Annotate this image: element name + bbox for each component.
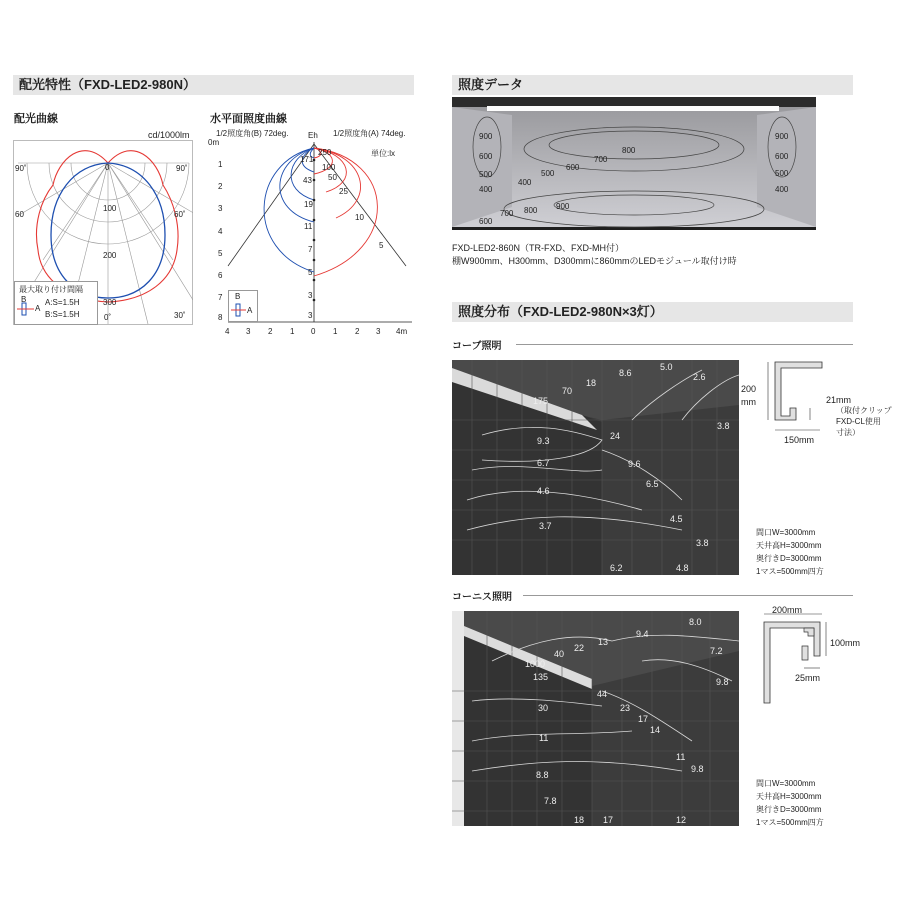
- cornice-title: コーニス照明: [452, 592, 512, 603]
- horiz-unit: 単位:lx: [371, 149, 395, 158]
- horiz-x-1l: 1: [290, 327, 295, 336]
- polar-title: 配光曲線: [14, 113, 58, 125]
- horiz-value: 10: [355, 213, 364, 222]
- polar-center-0: 0: [105, 163, 110, 172]
- cornice-label: 9.4: [636, 629, 649, 639]
- horiz-value: 3: [308, 291, 313, 300]
- polar-angle-90-left: 90˚: [15, 164, 27, 173]
- horiz-value: 25: [339, 187, 348, 196]
- cornice-render: [452, 611, 739, 826]
- cornice-label: 11: [676, 752, 686, 762]
- polar-legend-b: B:S=1.5H: [45, 310, 80, 319]
- cornice-label: 17: [638, 714, 649, 724]
- cove-label: 3.7: [539, 521, 552, 531]
- horiz-x-3l: 3: [246, 327, 251, 336]
- polar-legend-title: 最大取り付け間隔: [19, 285, 83, 294]
- polar-legend-symbol: [17, 302, 35, 318]
- cove-label: 70: [562, 386, 573, 396]
- cornice-divider: [523, 595, 853, 596]
- shelf-label: 900: [556, 202, 570, 211]
- shelf-label: 900: [775, 132, 789, 141]
- horiz-y-2: 2: [218, 182, 223, 191]
- cove-label: 8.6: [619, 368, 632, 378]
- horiz-value: 50: [328, 173, 337, 182]
- horiz-y-0: 0m: [208, 138, 220, 147]
- cornice-profile-diagram: [752, 608, 832, 708]
- cornice-label: 135: [533, 672, 549, 682]
- cove-label: 3.8: [696, 538, 709, 548]
- cornice-dim-width: 200mm: [772, 605, 803, 615]
- cornice-label: 17: [603, 815, 614, 825]
- cornice-label: 13: [598, 637, 609, 647]
- shelf-label: 700: [594, 155, 608, 164]
- polar-legend-a: A:S=1.5H: [45, 298, 80, 307]
- horiz-x-1r: 1: [333, 327, 338, 336]
- cornice-label: 8.0: [689, 617, 702, 627]
- shelf-label: 400: [479, 185, 493, 194]
- cornice-label: 7.8: [544, 796, 557, 806]
- horiz-title: 水平面照度曲線: [210, 113, 287, 125]
- horiz-y-6: 6: [218, 271, 223, 280]
- polar-unit: cd/1000lm: [148, 130, 190, 140]
- shelf-label: 600: [479, 152, 493, 161]
- polar-ring-200: 200: [103, 251, 117, 260]
- shelf-illuminance-image: [452, 97, 816, 230]
- cove-label: 2.6: [693, 372, 706, 382]
- cornice-spec: 間口W=3000mm 天井高H=3000mm 奥行きD=3000mm 1マス=500mm四方: [756, 779, 824, 827]
- cornice-label: 7.2: [710, 646, 723, 656]
- horiz-legend: [228, 290, 258, 322]
- shelf-label: 600: [775, 152, 789, 161]
- cornice-dim-height: 100mm: [830, 638, 861, 648]
- cornice-dim-depth: 25mm: [795, 673, 821, 683]
- cornice-grid: [452, 611, 739, 826]
- cove-divider: [516, 344, 853, 345]
- shelf-label: 600: [479, 217, 493, 226]
- cove-label: 9.6: [628, 459, 641, 469]
- shelf-label: 900: [479, 132, 493, 141]
- polar-legend-key-a: A: [35, 304, 41, 313]
- cornice-label: 14: [650, 725, 661, 735]
- horiz-value: 11: [304, 222, 313, 231]
- horiz-x-2l: 2: [268, 327, 273, 336]
- horiz-x-3r: 3: [376, 327, 381, 336]
- shelf-caption: FXD-LED2-860N（TR-FXD、FXD-MH付） 棚W900mm、H300mm、D300mmに860mmのLEDモジュール取付け時: [452, 243, 737, 266]
- horiz-value: 43: [303, 176, 312, 185]
- horiz-value: 19: [304, 200, 313, 209]
- horiz-y-8: 8: [218, 313, 223, 322]
- polar-ring-300: 300: [103, 298, 117, 307]
- shelf-label: 800: [622, 146, 636, 155]
- cornice-label: 1000: [525, 659, 546, 669]
- cornice-label: 8.8: [536, 770, 549, 780]
- cove-label: 5.0: [660, 362, 673, 372]
- horiz-x-4r: 4m: [396, 327, 408, 336]
- horiz-y-3: 3: [218, 204, 223, 213]
- polar-angle-60-left: 60: [15, 210, 24, 219]
- data-section-header: 照度データ: [452, 75, 853, 95]
- left-section-header: 配光特性（FXD-LED2-980N）: [13, 75, 414, 95]
- cove-label: 18: [586, 378, 597, 388]
- shelf-label: 500: [775, 169, 789, 178]
- polar-angle-0-bottom: 0˚: [104, 313, 112, 322]
- cornice-label: 18: [574, 815, 585, 825]
- cove-label: 4.6: [537, 486, 550, 496]
- horiz-y-5: 5: [218, 249, 223, 258]
- polar-angle-90-right: 90˚: [176, 164, 188, 173]
- horiz-legend-key-a: A: [247, 306, 253, 315]
- cove-spec: 間口W=3000mm 天井高H=3000mm 奥行きD=3000mm 1マス=500mm四方: [756, 528, 824, 576]
- cove-label: 3.8: [717, 421, 730, 431]
- cove-label: 4.8: [676, 563, 689, 573]
- cornice-label: 44: [597, 689, 608, 699]
- shelf-label: 400: [775, 185, 789, 194]
- cove-dim-width: 150mm: [784, 435, 815, 445]
- horiz-x-0: 0: [311, 327, 316, 336]
- cove-label: 4.5: [670, 514, 683, 524]
- cove-label: 175: [533, 396, 549, 406]
- cove-label: 6.7: [537, 458, 550, 468]
- cove-label: 6.5: [646, 479, 659, 489]
- polar-angle-60-right: 60˚: [174, 210, 186, 219]
- horiz-value: 5: [379, 241, 384, 250]
- horiz-value: 250: [318, 148, 332, 157]
- horiz-eh: Eh: [308, 131, 318, 140]
- polar-legend-key-b: B: [21, 295, 27, 304]
- shelf-label: 700: [500, 209, 514, 218]
- horiz-value: 7: [308, 245, 313, 254]
- horiz-y-1: 1: [218, 160, 223, 169]
- horiz-value: 3: [308, 311, 313, 320]
- horiz-value: 171: [300, 155, 314, 164]
- cove-label: 24: [610, 431, 621, 441]
- cornice-label: 11: [539, 733, 549, 743]
- cornice-label: 22: [574, 643, 585, 653]
- distribution-section-header: 照度分布（FXD-LED2-980N×3灯）: [452, 302, 853, 322]
- cove-render: [452, 360, 739, 575]
- shelf-label: 800: [524, 206, 538, 215]
- cove-label: 9.3: [537, 436, 550, 446]
- shelf-label: 400: [518, 178, 532, 187]
- cove-label: 6.2: [610, 563, 623, 573]
- horiz-x-4l: 4: [225, 327, 230, 336]
- polar-angle-30: 30˚: [174, 311, 186, 320]
- horiz-legend-symbol: [231, 303, 247, 319]
- cove-dim-note: （取付クリップ FXD-CL使用 寸法）: [836, 406, 892, 437]
- cove-title: コーブ照明: [452, 341, 502, 352]
- polar-legend: [14, 281, 98, 325]
- cornice-label: 23: [620, 703, 631, 713]
- shelf-label: 500: [479, 170, 493, 179]
- polar-ring-100: 100: [103, 204, 117, 213]
- cornice-label: 30: [538, 703, 549, 713]
- horiz-y-7: 7: [218, 293, 223, 302]
- cove-dim-depth: 21mm: [826, 395, 852, 405]
- cornice-label: 12: [676, 815, 687, 825]
- horiz-x-2r: 2: [355, 327, 360, 336]
- shelf-label: 500: [541, 169, 555, 178]
- horiz-y-4: 4: [218, 227, 223, 236]
- shelf-label: 600: [566, 163, 580, 172]
- horiz-value: 5: [308, 268, 313, 277]
- horiz-half-a: 1/2照度角(A) 74deg.: [333, 129, 406, 138]
- horiz-legend-key-b: B: [235, 292, 241, 301]
- cornice-label: 40: [554, 649, 565, 659]
- cornice-label: 9.8: [691, 764, 704, 774]
- horiz-half-b: 1/2照度角(B) 72deg.: [216, 129, 289, 138]
- cove-dim-height: 200 mm: [741, 384, 757, 407]
- cornice-label: 9.8: [716, 677, 729, 687]
- horiz-value: 100: [322, 163, 336, 172]
